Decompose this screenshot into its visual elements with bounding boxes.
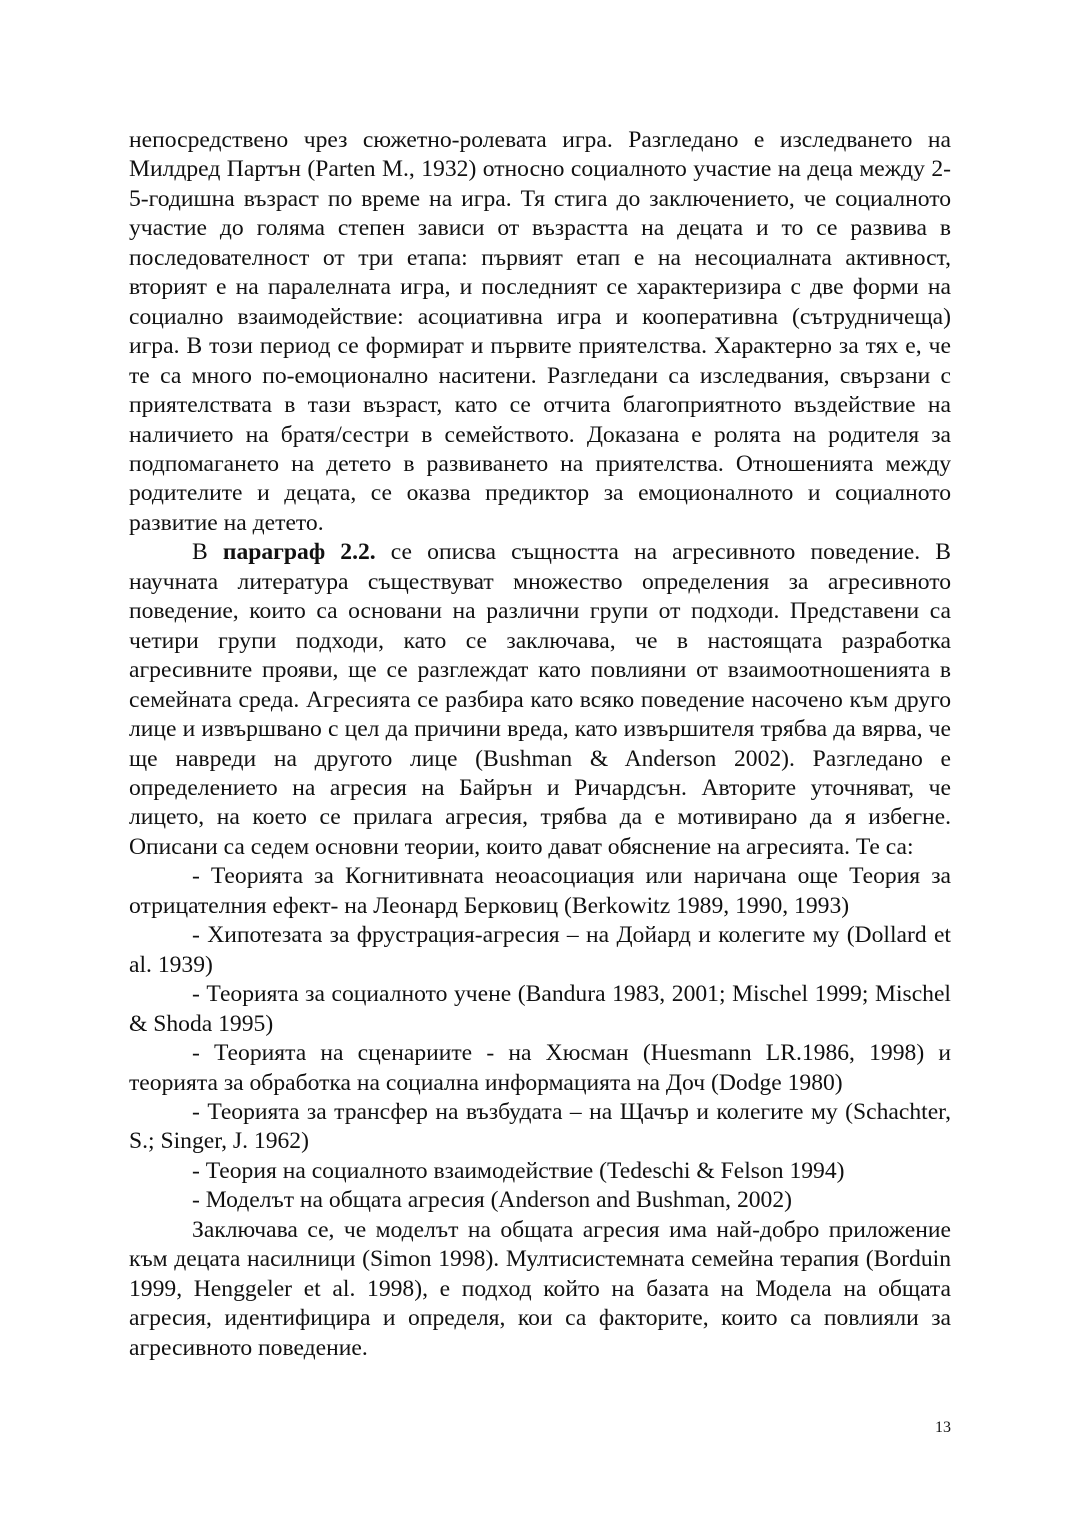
paragraph-conclusion: Заключава се, че моделът на общата агресия има най-добро приложение към децата насилници (Simon 1998). Мултисистемната семейна терапия (Borduin 1999, Henggeler et al. 1998), е подход който на базата на Модела на общата агресия, идентифицира и определя, кои са факторите, които са повлияли за агресивното поведение. xyxy=(129,1216,951,1361)
theory-item-script-theory: - Теорията на сценариите - на Хюсман (Huesmann LR.1986, 1998) и теорията за обработка на социална информацията на Доч (Dodge 1980) xyxy=(129,1040,951,1096)
paragraph-play-and-friendship: непосредствено чрез сюжетно-ролевата игра. Разгледано е изследването на Милдред Партън (Parten M., 1932) относно социалното участие на деца между 2-5-годишна възраст по време на игра. Тя стига до заключението, че социалното участие до голяма степен зависи от възрастта на децата и то се развива в последователност от три етапа: първият етап е на несоциалната активност, вторият е на паралелната игра, и последният се характеризира с две форми на социално взаимодействие: асоциативна игра и кооперативна (сътрудничеща) игра. В този период се формират и първите приятелства. Характерно за тях е, че те са много по-емоционално наситени. Разгледани са изследвания, свързани с приятелствата в тази възраст, като се отчита благоприятното въздействие на наличието на братя/сестри в семейството. Доказана е ролята на родителя за подпомагането на детето в развиването на приятелства. Отношенията между родителите и децата, се оказва предиктор за емоционалното и социалното развитие на детето. xyxy=(129,127,951,536)
theory-item-excitation-transfer: - Теорията за трансфер на възбудата – на Щачър и колегите му (Schachter, S.; Singer, J. 1962) xyxy=(129,1098,951,1155)
page-body xyxy=(129,126,951,1363)
paragraph-aggression-definition xyxy=(129,538,951,862)
theory-item-frustration-aggression: - Хипотезата за фрустрация-агресия – на Дойард и колегите му (Dollard et al. 1939) xyxy=(129,922,951,978)
theory-item-cognitive-neoassociation: - Теорията за Когнитивната неоасоциация или наричана още Теория за отрицателния ефект- на Леонард Берковиц (Berkowitz 1989, 1990, 1993) xyxy=(129,863,951,919)
theory-item-social-interaction: - Теория на социалното взаимодействие (Tedeschi & Felson 1994) xyxy=(192,1157,845,1184)
paragraph-body: се описва същността на агресивното поведение. В научната литература съществуват множество определения за агресивното поведение, които са основани на различни групи от подходи. Представени са четири групи подходи, като се заключава, че в настоящата разработка агресивните прояви, ще се разглеждат като повлияни от взаимоотношенията в семейната среда. Агресията се разбира като всяко поведение насочено към друго лице и извършвано с цел да причини вреда, като извършителя трябва да вярва, че ще навреди на другото лице (Bushman & Anderson 2002). Разгледано е определението на агресия на Байрън и Ричардсън. Авторите уточняват, че лицето, на което се прилага агресия, трябва да е мотивирано да я избегне. Описани са седем основни теории, които дават обяснение на агресията. Те са: xyxy=(129,539,951,860)
theory-item-general-aggression-model: - Моделът на общата агресия (Anderson and Bushman, 2002) xyxy=(192,1187,793,1214)
page-number: 13 xyxy=(935,1419,951,1436)
paragraph-lead: В xyxy=(192,539,223,566)
section-reference: параграф 2.2. xyxy=(222,539,376,566)
theory-item-social-learning: - Теорията за социалното учене (Bandura 1983, 2001; Mischel 1999; Mischel & Shoda 1995) xyxy=(129,981,951,1037)
